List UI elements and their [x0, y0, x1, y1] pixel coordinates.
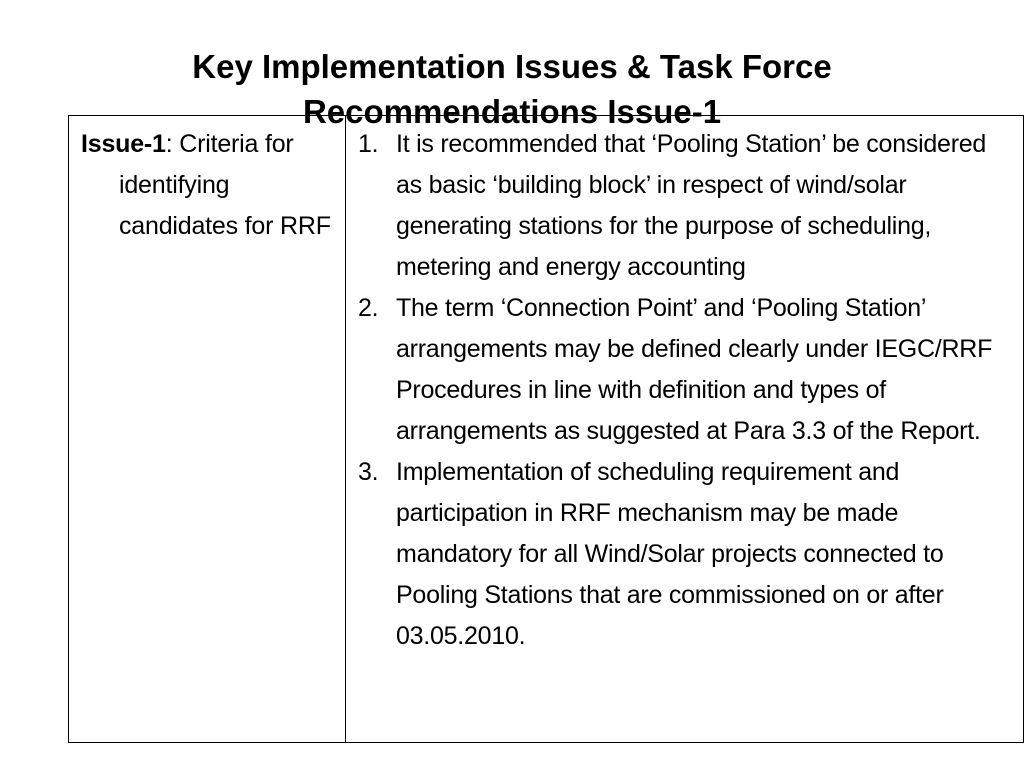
recommendation-text: Implementation of scheduling requirement and participation in RRF mechanism may be made mandatory for all Wind/Solar projects connected to Pooling Stations that are commissioned on or after 03.05.2010. [396, 458, 944, 650]
recommendations-list [358, 124, 1017, 657]
recommendation-item [358, 452, 1017, 657]
issue-description [81, 124, 339, 247]
recommendation-number: 1. [358, 130, 379, 158]
title-line-1: Key Implementation Issues & Task Force [192, 48, 832, 86]
table-row [69, 116, 1024, 743]
issue-cell [69, 116, 346, 743]
recommendation-text: The term ‘Connection Point’ and ‘Pooling Station’ arrangements may be defined clearly under IEGC/RRF Procedures in line with definition and types of arrangements as suggested at Para 3.3 of the Report. [396, 294, 993, 445]
recommendation-number: 3. [358, 458, 379, 486]
recommendation-number: 2. [358, 294, 379, 322]
issue-text: : Criteria for identifying candidates for RRF [119, 130, 331, 240]
recommendation-item [358, 288, 1017, 452]
recommendation-item [358, 124, 1017, 288]
recommendation-text: It is recommended that ‘Pooling Station’ be considered as basic ‘building block’ in respect of wind/solar generating stations for the purpose of scheduling, metering and energy accounting [396, 130, 987, 281]
title-line-2: Recommendations Issue-1 [302, 93, 722, 131]
issue-table [68, 115, 1024, 743]
recommendations-cell [346, 116, 1024, 743]
issue-label: Issue-1 [81, 130, 166, 158]
